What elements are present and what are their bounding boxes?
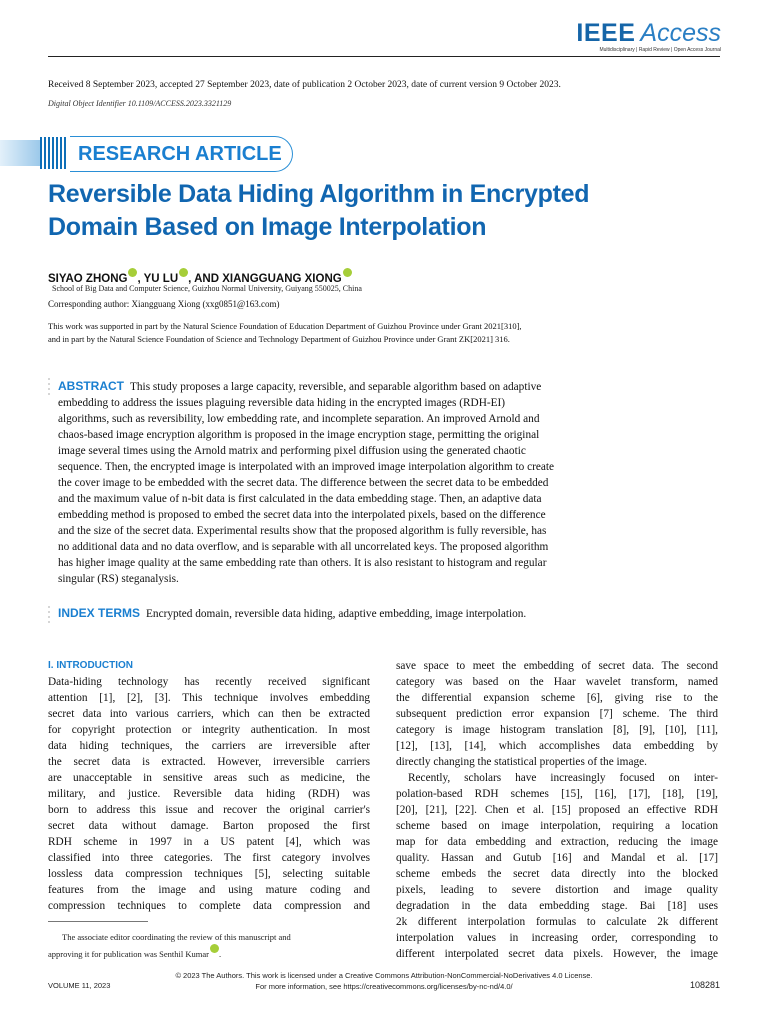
abstract-label: ABSTRACT [58,379,124,393]
index-terms [58,606,526,620]
author-list [48,268,352,285]
body-line: [20], [21], [22]. Chen et al. [15] proposed an effective RDH [396,804,718,816]
footnote-line: The associate editor coordinating the review of this manuscript and [62,932,291,942]
body-line: quality. Hassan and Gutub [16] and Mandal et al. [17] [396,852,718,864]
funding-line: and in part by the Natural Science Foundation of Science and Technology Department of Guizhou Province under Grant ZK[2021] 316. [48,333,510,344]
body-line: polation-based RDH schemes [15], [16], [17], [18], [19], [396,788,718,800]
body-line: born to address this issue and recover the original carrier's [48,804,370,816]
body-line: the differential expansion scheme [6], giving rise to the [396,692,718,704]
body-line: map for data embedding and extraction, reducing the image [396,836,718,848]
body-line: classified into three categories. The first category involves [48,852,370,864]
author-1: SIYAO ZHONG [48,272,128,285]
footnote-line: approving it for publication was Senthil Kumar [48,948,209,959]
body-line: subsequent prediction error expansion [7] scheme. The third [396,708,718,720]
body-line: attention [1], [2], [3]. This technique involves embedding [48,692,370,704]
body-line: degradation in the data embedding stage. Bai [18] uses [396,900,718,912]
abstract-line: no additional data and no data overflow, and is separable with all uncorrelated keys. The proposed algorithm [58,541,549,553]
volume-label: VOLUME 11, 2023 [48,981,111,990]
funding-statement [48,320,522,345]
affiliation: School of Big Data and Computer Science, Guizhou Normal University, Guiyang 550025, China [52,284,362,293]
abstract-line: singular (RS) steganalysis. [58,573,179,585]
paper-title [48,178,648,244]
body-line: data hiding techniques, the carriers are irreversible after [48,740,370,752]
ieee-access-logo [576,20,721,53]
abstract-line: chaos-based image encryption algorithm is proposed in the image encryption stage, permitting the original [58,429,540,441]
received-dates: Received 8 September 2023, accepted 27 September 2023, date of publication 2 October 2023, date of current version 9 October 2023. [48,80,561,90]
footnote-rule [48,921,148,922]
header-rule [48,56,720,57]
author-2: , YU LU [137,272,179,285]
body-line: scheme embeds the secret data directly into the blocked [396,868,718,880]
body-line: directly changing the statistical properties of the image. [396,756,647,768]
logo-access: Access [640,19,721,47]
index-terms-text: Encrypted domain, reversible data hiding, adaptive embedding, image interpolation. [146,608,527,620]
doi-identifier: Digital Object Identifier 10.1109/ACCESS.2023.3321129 [48,99,232,108]
logo-ieee: IEEE [576,19,636,47]
index-terms-label: INDEX TERMS [58,606,141,620]
body-line: save space to meet the embedding of secret data. The second [396,660,718,672]
title-line-2: Domain Based on Image Interpolation [48,213,487,241]
body-line: Data-hiding technology has recently received significant [48,676,370,688]
abstract-line: image several times using the Arnold matrix and performing pixel diffusion using the generated chaotic [58,445,526,457]
body-line: category is image histogram translation [8], [9], [10], [11], [396,724,718,736]
abstract-line: embedding to address the issues plaguing reversible data hiding in the encrypted images (RDH-EI) [58,397,506,409]
abstract-line: This study proposes a large capacity, reversible, and separable algorithm based on adaptive [130,381,542,393]
abstract-line: sequence. Then, the encrypted image is interpolated with an improved image interpolation algorithm to create [58,461,555,473]
banner-stripes [0,137,68,169]
orcid-icon[interactable] [179,268,188,277]
orcid-icon[interactable] [210,944,219,953]
body-line: interpolation values in increasing order, corresponding to [396,932,718,944]
abstract-line: has higher image quality at the same embedding rate than others. It is also resistant to histogram and regular [58,557,547,569]
license-text: © 2023 The Authors. This work is licensed under a Creative Commons Attribution-NonCommercial-NoDerivatives 4.0 License. [175,971,593,980]
body-line: for copyright protection or integrity authentication. In most [48,724,370,736]
body-line: military, and justice. Reversible data hiding (RDH) was [48,788,370,800]
body-line: Recently, scholars have increasingly focused on inter- [408,772,718,784]
license-footer [0,970,768,992]
abstract-dots-icon [48,378,51,398]
body-line: lossless data compression techniques [5], selecting suitable [48,868,370,880]
body-line: scheme based on image interpolation, requiring a location [396,820,718,832]
orcid-icon[interactable] [343,268,352,277]
logo-tagline: Multidisciplinary | Rapid Review | Open Access Journal [599,47,721,53]
body-line: secret data into various carriers, which can then be extracted [48,708,370,720]
corresponding-author: Corresponding author: Xiangguang Xiong (xxg0851@163.com) [48,299,280,309]
body-line: secret data without damage. Barton proposed the first [48,820,370,832]
body-line: RDH scheme in 1997 in a US patent [4], which was [48,836,370,848]
research-article-banner: RESEARCH ARTICLE [70,136,293,172]
title-line-1: Reversible Data Hiding Algorithm in Encrypted [48,180,590,208]
body-line: the secret data is extracted. However, irreversible carriers [48,756,370,768]
section-heading-introduction: I. INTRODUCTION [48,660,133,671]
abstract-line: the cover image to be embedded with the secret data. The difference between the secret data to be embedded [58,477,549,489]
body-line: features from the image and using mature coding and [48,884,370,896]
body-line: different interpolated secret data pixels. However, the image [396,948,718,960]
body-line: pixels, leading to severe distortion and image quality [396,884,718,896]
abstract-line: and the maximum value of n-bit data is first calculated in the data embedding stage. Then, an adaptive data [58,493,542,505]
body-line: 2k different interpolation formulas to calculate 2k different [396,916,718,928]
author-3: , AND XIANGGUANG XIONG [188,272,342,285]
intro-left-column [48,674,370,914]
abstract [58,378,628,587]
body-line: category was based on the Haar wavelet transform, named [396,676,718,688]
intro-right-column [396,658,718,962]
license-link[interactable]: For more information, see https://creativecommons.org/licenses/by-nc-nd/4.0/ [255,982,513,991]
editor-footnote: The associate editor coordinating the review of this manuscript and approving it for publication was Senthil Kumar . [48,930,370,961]
funding-line: This work was supported in part by the Natural Science Foundation of Education Department of Guizhou Province under Grant 2021[310], [48,321,522,331]
index-terms-dots-icon [48,606,51,626]
body-line: are unacceptable in sensitive areas such as medicine, the [48,772,370,784]
body-line: [12], [13], [14], which accomplishes data embedding by [396,740,718,752]
abstract-line: embedding method is proposed to embed the secret data into the interpolated pixels, based on the difference [58,509,546,521]
abstract-line: and the size of the secret data. Experimental results show that the proposed algorithm is fully reversible, has [58,525,547,537]
abstract-line: algorithms, such as reversibility, low embedding rate, and incomplete separation. An improved Arnold and [58,413,540,425]
body-line: compression techniques to complete data compression and [48,900,370,912]
page-number: 108281 [689,980,720,990]
